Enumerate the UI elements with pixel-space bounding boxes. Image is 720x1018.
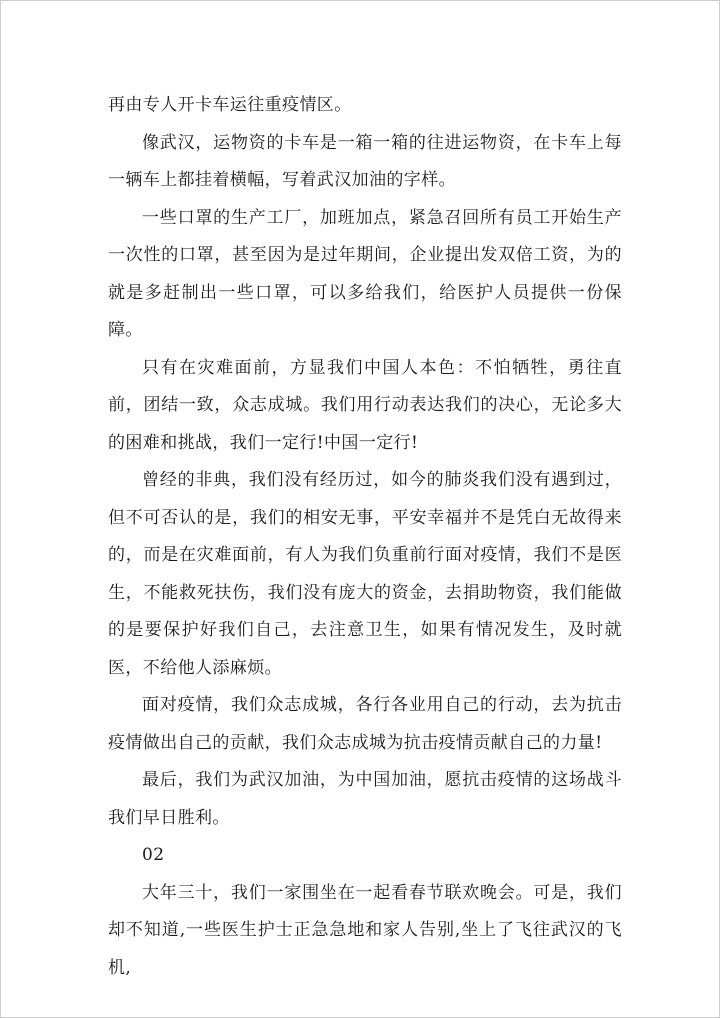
document-body (108, 87, 622, 987)
paragraph-continuation: 再由专人开卡车运往重疫情区。 (108, 95, 352, 115)
section-number: 02 (142, 845, 165, 865)
paragraph-national-character: 只有在灾难面前，方显我们中国人本色：不怕牺牲，勇往直前，团结一致，众志成城。我们用行动表达我们的决心，无论多大的困难和挑战，我们一定行!中国一定行! (108, 357, 622, 453)
paragraph-united-effort: 面对疫情，我们众志成城，各行各业用自己的行动，去为抗击疫情做出自己的贡献，我们众志成城为抗击疫情贡献自己的力量! (108, 695, 622, 753)
paragraph-wuhan-trucks: 像武汉，运物资的卡车是一箱一箱的往进运物资，在卡车上每一辆车上都挂着横幅，写着武汉加油的字样。 (108, 132, 622, 190)
paragraph-mask-factories: 一些口罩的生产工厂，加班加点，紧急召回所有员工开始生产一次性的口罩，甚至因为是过年期间，企业提出发双倍工资，为的就是多赶制出一些口罩，可以多给我们，给医护人员提供一份保障。 (108, 207, 622, 340)
paragraph-conclusion: 最后，我们为武汉加油，为中国加油，愿抗击疫情的这场战斗我们早日胜利。 (108, 770, 622, 828)
paragraph-new-year-eve: 大年三十，我们一家围坐在一起看春节联欢晚会。可是，我们却不知道,一些医生护士正急急地和家人告别,坐上了飞往武汉的飞机, (108, 882, 622, 978)
paragraph-sars-memory: 曾经的非典，我们没有经历过，如今的肺炎我们没有遇到过，但不可否认的是，我们的相安无事，平安幸福并不是凭白无故得来的，而是在灾难面前，有人为我们负重前行面对疫情，我们不是医生，不能救死扶伤，我们没有庞大的资金，去捐助物资，我们能做的是要保护好我们自己，去注意卫生，如果有情况发生，及时就医，不给他人添麻烦。 (108, 470, 622, 678)
